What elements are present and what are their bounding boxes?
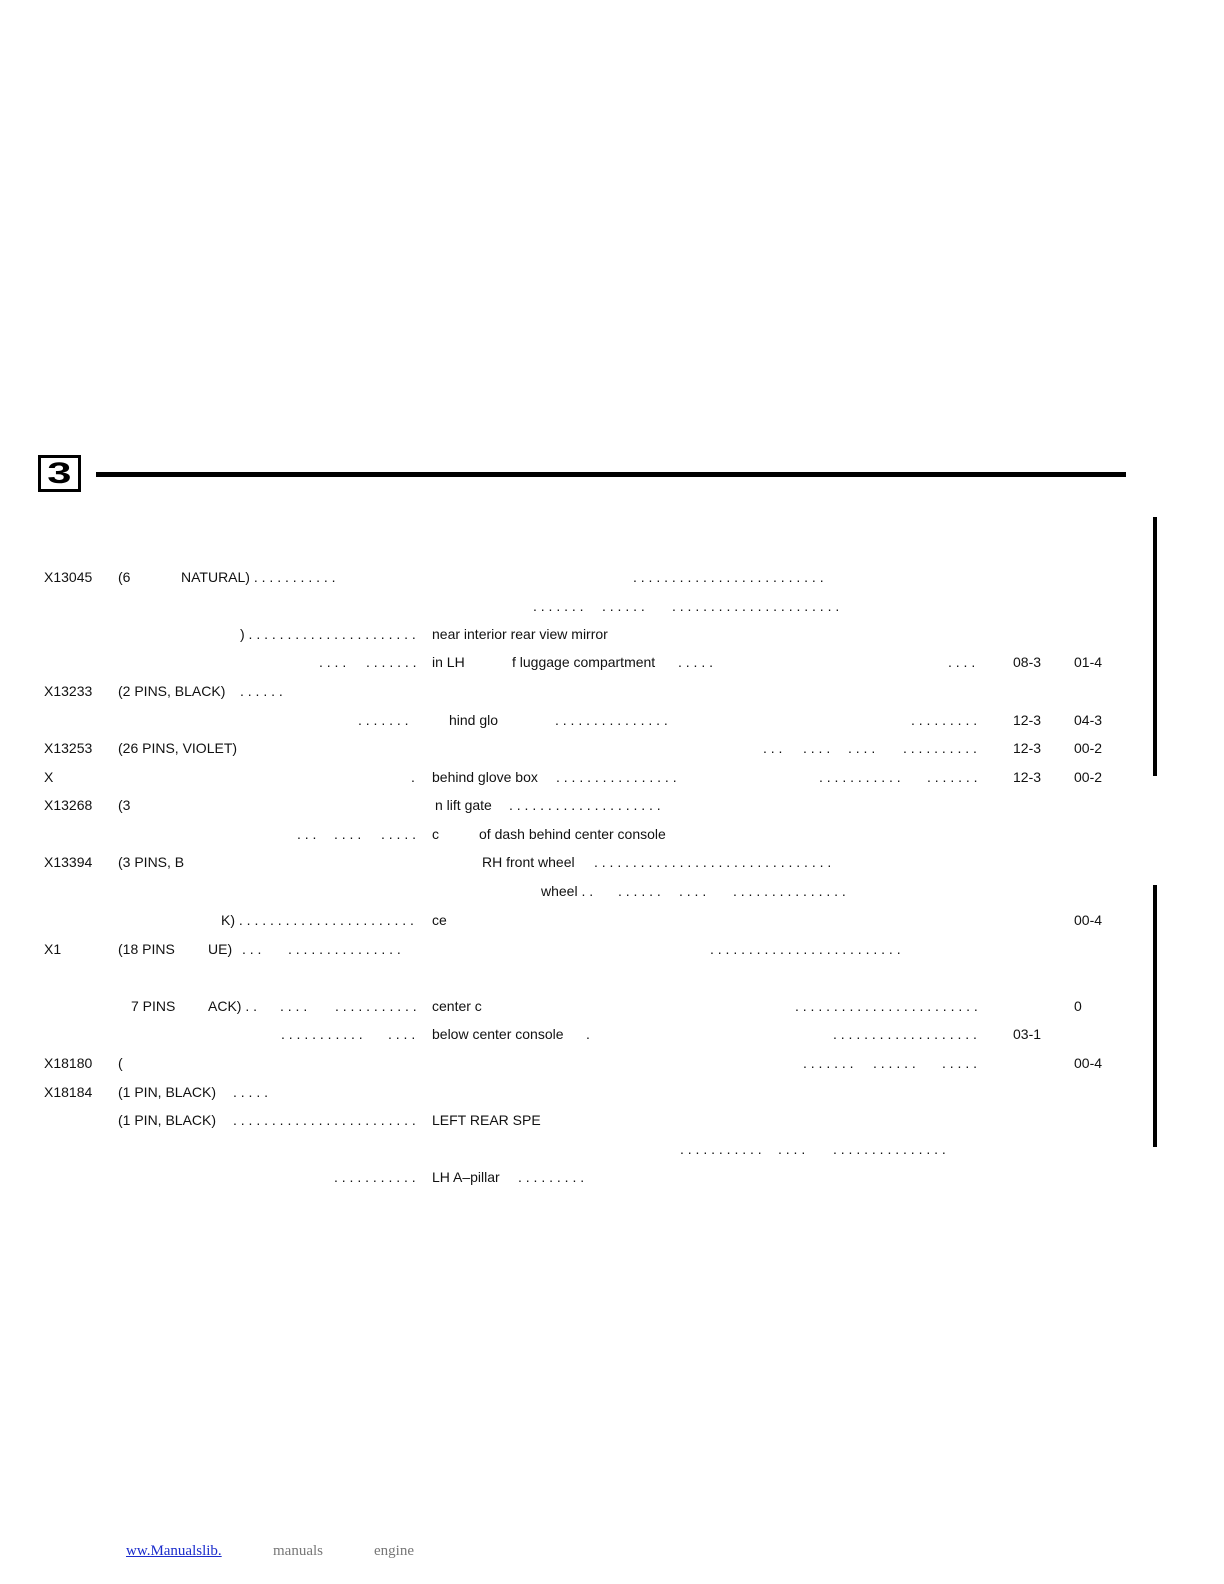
footer-text: manuals (273, 1543, 323, 1559)
leader-dots: . . . . (319, 654, 347, 670)
location-text: ce (432, 912, 447, 928)
leader-dots: . . . . . . . . . . . . . . . . . . . . . . . . . (633, 569, 824, 585)
leader-dots: . . . . . . . (366, 654, 417, 670)
connector-id: X18184 (44, 1084, 93, 1100)
connector-spec: ( (118, 1055, 123, 1071)
change-bar (1153, 517, 1157, 776)
leader-dots: . . . . . . . . . . . . . . . . . . . . (509, 797, 661, 813)
connector-id: X (44, 769, 54, 785)
connector-id: X13394 (44, 854, 93, 870)
location-text: hind glo (449, 712, 499, 728)
page-ref: 12-3 (1013, 712, 1042, 728)
location-text: LH A–pillar (432, 1169, 500, 1185)
location-text: center c (432, 998, 482, 1014)
leader-dots: . . . . . . . . . . . . . . . (733, 883, 846, 899)
location-text: of dash behind center console (479, 826, 666, 842)
page-ref: 12-3 (1013, 740, 1042, 756)
leader-dots: . . . . . . . . . . . (680, 1141, 762, 1157)
leader-dots: . . . . . . . (927, 769, 978, 785)
connector-spec: 7 PINS (131, 998, 176, 1014)
leader-dots: . . . . . . . . . . . . . . . . (556, 769, 677, 785)
connector-id: X1 (44, 941, 62, 957)
leader-dots: . . . . . . . . . . . . . . . (555, 712, 668, 728)
leader-dots: . (586, 1026, 590, 1042)
leader-dots: . . . . (778, 1141, 806, 1157)
footer-text: engine (374, 1543, 414, 1559)
leader-dots: . . . . . (678, 654, 714, 670)
leader-dots: . . . . . . . . . . . . . . . . . . . . . . . . (233, 1112, 416, 1128)
leader-dots: . . . . . . . . . . . . . . . . . . . . . . . . . . . . . . . (594, 854, 832, 870)
location-text: n lift gate (435, 797, 492, 813)
leader-dots: . . . . (334, 826, 362, 842)
leader-dots: . . . . . . . . . . . . . . . (833, 1141, 946, 1157)
page-ref: 12-3 (1013, 769, 1042, 785)
grid-ref: 00-4 (1074, 1055, 1103, 1071)
leader-dots: . . . . . (381, 826, 417, 842)
connector-id: X13268 (44, 797, 93, 813)
location-text: behind glove box (432, 769, 538, 785)
leader-dots: . . . . . . (602, 598, 645, 614)
connector-spec: (6 (118, 569, 131, 585)
leader-dots: . . . . . . . (533, 598, 584, 614)
leader-dots: . . . . (803, 740, 831, 756)
connector-spec: (1 PIN, BLACK) (118, 1112, 217, 1128)
leader-dots: . . . . . . (873, 1055, 916, 1071)
connector-spec: UE) (208, 941, 233, 957)
leader-dots: . . . . . . (618, 883, 661, 899)
connector-spec: ACK) . . (208, 998, 258, 1014)
leader-dots: . . . . . . . . . . (903, 740, 977, 756)
leader-dots: . . . . . . . . . . . (819, 769, 901, 785)
header-rule (96, 472, 1126, 477)
connector-id: X13045 (44, 569, 93, 585)
location-text: LEFT REAR SPE (432, 1112, 541, 1128)
location-text: f luggage compartment (512, 654, 656, 670)
leader-dots: . . . . . . . . . . . (334, 1169, 416, 1185)
leader-dots: . (411, 769, 415, 785)
connector-spec: (2 PINS, BLACK) (118, 683, 226, 699)
leader-dots: . . . . . . . . . . . . . . . . . . . . . . . . (795, 998, 978, 1014)
leader-dots: . . . . . . . . . . . . . . . . . . . . . . (672, 598, 840, 614)
connector-id: X13233 (44, 683, 93, 699)
grid-ref: 01-4 (1074, 654, 1103, 670)
page-ref: 03-1 (1013, 1026, 1042, 1042)
grid-ref: 04-3 (1074, 712, 1103, 728)
change-bar (1153, 885, 1157, 1147)
connector-spec: (1 PIN, BLACK) (118, 1084, 217, 1100)
leader-dots: . . . . . (233, 1084, 269, 1100)
location-text: near interior rear view mirror (432, 626, 608, 642)
leader-dots: . . . . (948, 654, 976, 670)
leader-dots: . . . . . . . . . (518, 1169, 585, 1185)
leader-dots: . . . . (848, 740, 876, 756)
footer-link[interactable]: ww.Manualslib. (126, 1543, 222, 1559)
connector-id: X13253 (44, 740, 93, 756)
grid-ref: 00-4 (1074, 912, 1103, 928)
page-ref: 08-3 (1013, 654, 1042, 670)
leader-dots: . . . . . . . (358, 712, 409, 728)
connector-spec: (18 PINS (118, 941, 175, 957)
leader-dots: . . . . . . . . . . . . . . . (288, 941, 401, 957)
leader-dots: . . . . . . . . . . . . . . . . . . . (833, 1026, 977, 1042)
leader-dots: . . . . . (942, 1055, 978, 1071)
leader-dots: . . . . (280, 998, 308, 1014)
leader-dots: . . . . . . (240, 683, 283, 699)
leader-dots: . . . . . . . . . . . (335, 998, 417, 1014)
location-text: RH front wheel (482, 854, 575, 870)
connector-spec: (3 (118, 797, 131, 813)
leader-dots: . . . . . . . (803, 1055, 854, 1071)
location-text: c (432, 826, 439, 842)
leader-dots: . . . . (679, 883, 707, 899)
leader-dots: . . . (297, 826, 317, 842)
grid-ref: 00-2 (1074, 769, 1103, 785)
grid-ref: 00-2 (1074, 740, 1103, 756)
leader-dots: . . . . . . . . . (911, 712, 978, 728)
leader-dots: . . . . . . . . . . . (281, 1026, 363, 1042)
section-tab (38, 455, 81, 492)
section-number: 3 (47, 456, 72, 490)
leader-dots: . . . (763, 740, 783, 756)
location-text: wheel . . (541, 883, 594, 899)
leader-dots: . . . (242, 941, 262, 957)
location-text: below center console (432, 1026, 564, 1042)
connector-spec: (26 PINS, VIOLET) (118, 740, 238, 756)
connector-spec: (3 PINS, B (118, 854, 185, 870)
connector-spec: ) . . . . . . . . . . . . . . . . . . . . . . (240, 626, 416, 642)
grid-ref: 0 (1074, 998, 1082, 1014)
location-text: in LH (432, 654, 465, 670)
leader-dots: . . . . . . . . . . . . . . . . . . . . . . . . . (710, 941, 901, 957)
connector-id: X18180 (44, 1055, 93, 1071)
connector-spec: NATURAL) . . . . . . . . . . . (181, 569, 336, 585)
connector-spec: K) . . . . . . . . . . . . . . . . . . . . . . . (221, 912, 414, 928)
leader-dots: . . . . (388, 1026, 416, 1042)
